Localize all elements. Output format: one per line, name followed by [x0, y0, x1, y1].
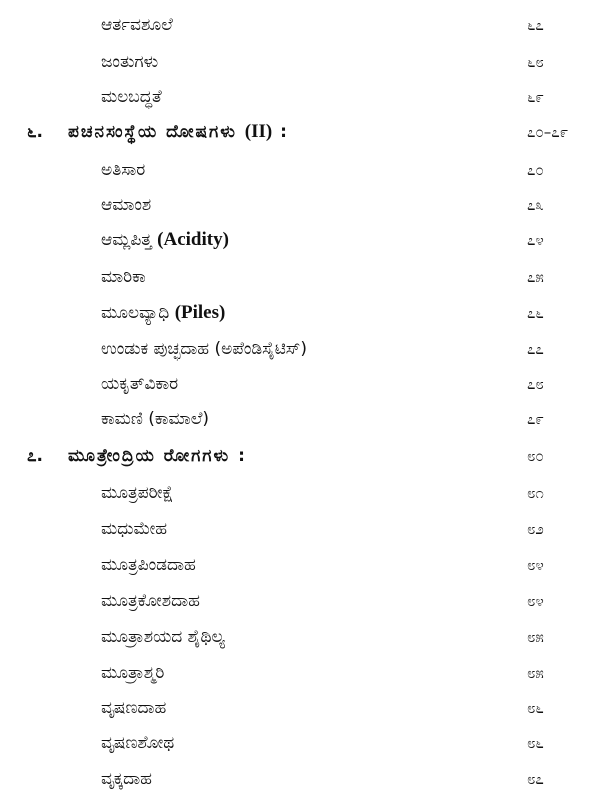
toc-entry: [0, 369, 600, 399]
entry-title-text: ಆಮ್ಲಪಿತ್ತ: [101, 230, 152, 250]
entry-title: ಮೂತ್ರಪಿಂಡದಾಹ: [101, 555, 196, 575]
page-number: ೭೪: [527, 231, 544, 249]
section-title: [68, 441, 247, 471]
entry-title: ಮೂತ್ರಾಶಯದ ಶೈಥಿಲ್ಯ: [101, 627, 225, 647]
toc-entry: [0, 298, 600, 328]
page-number: ೭೦–೭೯: [527, 123, 569, 141]
toc-entry: [0, 155, 600, 185]
section-number: ೭.: [27, 446, 43, 466]
entry-title-latin: (Acidity): [157, 229, 229, 250]
entry-title-text: ಮೂಲವ್ಯಾಧಿ: [101, 303, 170, 323]
page-number: ೮೨: [527, 520, 544, 538]
section-title-suffix: :: [230, 446, 247, 466]
toc-entry: [0, 478, 600, 508]
entry-title: ಉಂಡುಕ ಪುಚ್ಛದಾಹ (ಅಪೆಂಡಿಸೈಟಿಸ್): [101, 339, 307, 359]
entry-title: ಮೂತ್ರಪರೀಕ್ಷೆ: [101, 483, 174, 503]
section-title-text: ಮೂತ್ರೇಂದ್ರಿಯ ರೋಗಗಳು: [68, 446, 231, 466]
section-title-latin: (II): [244, 121, 273, 142]
entry-title: ಕಾಮಣಿ (ಕಾಮಾಲೆ): [101, 409, 210, 429]
page-number: ೬೭: [527, 16, 544, 34]
entry-title: ವೃಷಣಶೋಥ: [101, 733, 175, 753]
entry-title: ಆರ್ತವಶೂಲೆ: [101, 15, 173, 35]
entry-title: ವೃಕ್ಕದಾಹ: [101, 769, 152, 789]
entry-title: ಮೂತ್ರಾಶ್ಮರಿ: [101, 663, 165, 683]
toc-entry: [0, 764, 600, 794]
page-number: ೮೬: [527, 699, 544, 717]
section-title-text: ಪಚನಸಂಸ್ಥೆಯ ದೋಷಗಳು: [68, 122, 237, 142]
section-title: [68, 117, 289, 147]
toc-entry: [0, 82, 600, 112]
toc-section-heading: [0, 117, 600, 147]
page-number: ೮೫: [527, 664, 544, 682]
toc-entry: [0, 404, 600, 434]
entry-title-latin: (Piles): [174, 302, 226, 323]
toc-section-heading: [0, 441, 600, 471]
toc-entry: [0, 262, 600, 292]
entry-title: ಮಲಬದ್ಧತೆ: [101, 87, 162, 107]
page-number: ೭೦: [527, 161, 544, 179]
toc-entry: [0, 586, 600, 616]
toc-entry: [0, 622, 600, 652]
page-number: ೮೭: [527, 770, 544, 788]
page-number: ೮೪: [527, 592, 544, 610]
page-number: ೮೪: [527, 556, 544, 574]
page-number: ೮೧: [527, 484, 544, 502]
entry-title: [101, 298, 225, 328]
toc-entry: [0, 550, 600, 580]
toc-entry: [0, 334, 600, 364]
entry-title: ಜಂತುಗಳು: [101, 52, 159, 72]
entry-title: ಅತಿಸಾರ: [101, 160, 146, 180]
toc-entry: [0, 658, 600, 688]
page-number: ೬೯: [527, 88, 544, 106]
section-title-suffix: :: [272, 122, 289, 142]
page-number: ೭೬: [527, 304, 544, 322]
entry-title: [101, 225, 229, 255]
page-number: ೮೫: [527, 628, 544, 646]
toc-entry: [0, 693, 600, 723]
page-number: ೭೮: [527, 375, 544, 393]
entry-title: ಮಾರಿಕಾ: [101, 267, 146, 287]
toc-entry: [0, 225, 600, 255]
page-number: ೭೫: [527, 268, 544, 286]
toc-entry: [0, 47, 600, 77]
entry-title: ಮೂತ್ರಕೋಶದಾಹ: [101, 591, 200, 611]
toc-entry: [0, 514, 600, 544]
toc-entry: [0, 190, 600, 220]
page-number: ೭೭: [527, 340, 544, 358]
entry-title: ಯಕೃತ್‌ವಿಕಾರ: [101, 374, 179, 394]
entry-title: ಮಧುಮೇಹ: [101, 519, 168, 539]
page-number: ೭೯: [527, 410, 544, 428]
toc-entry: [0, 728, 600, 758]
page-number: ೮೦: [527, 447, 544, 465]
page-number: ೬೮: [527, 53, 544, 71]
entry-title: ವೃಷಣದಾಹ: [101, 698, 167, 718]
section-number: ೬.: [27, 122, 43, 142]
entry-title: ಆಮಾಂಶ: [101, 195, 152, 215]
page-number: ೮೬: [527, 734, 544, 752]
page-number: ೭೩: [527, 196, 544, 214]
toc-entry: [0, 10, 600, 40]
